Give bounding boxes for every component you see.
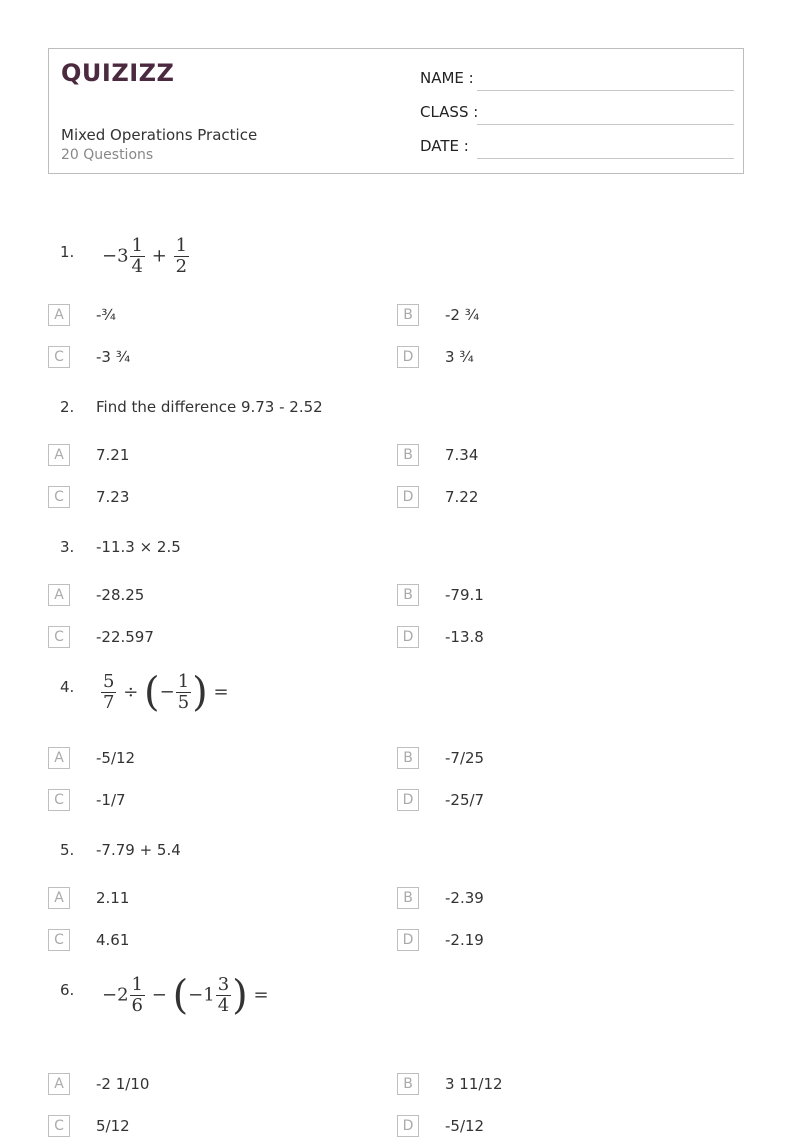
question-6-math bbox=[102, 972, 269, 1019]
equals-sign: = bbox=[213, 681, 229, 703]
fraction: $\frac{1}{2}$ bbox=[175, 235, 188, 277]
worksheet-title: Mixed Operations Practice bbox=[61, 126, 258, 144]
option-a-text[interactable]: -¾ bbox=[96, 306, 116, 324]
option-a-box[interactable]: A bbox=[48, 304, 70, 326]
option-a-text[interactable]: 7.21 bbox=[96, 446, 130, 464]
option-d-box[interactable]: D bbox=[397, 626, 419, 648]
option-a-box[interactable]: A bbox=[48, 444, 70, 466]
fraction: $\frac{1}{5}$ bbox=[177, 671, 190, 713]
class-label: CLASS : bbox=[420, 103, 479, 121]
quizizz-logo: QUIZIZZ bbox=[61, 59, 175, 87]
option-b-box[interactable]: B bbox=[397, 584, 419, 606]
name-label: NAME : bbox=[420, 69, 474, 87]
option-c-box[interactable]: C bbox=[48, 346, 70, 368]
option-c-text[interactable]: 4.61 bbox=[96, 931, 130, 949]
option-c-box[interactable]: C bbox=[48, 1115, 70, 1137]
date-line[interactable] bbox=[477, 158, 734, 159]
operator: ÷ bbox=[123, 681, 139, 703]
option-c-box[interactable]: C bbox=[48, 789, 70, 811]
option-a-box[interactable]: A bbox=[48, 747, 70, 769]
question-1-math bbox=[102, 236, 190, 277]
fraction: $\frac{3}{4}$ bbox=[217, 974, 230, 1016]
option-d-box[interactable]: D bbox=[397, 346, 419, 368]
option-b-text[interactable]: -2 ¾ bbox=[445, 306, 480, 324]
operator: − bbox=[151, 984, 167, 1006]
option-b-text[interactable]: -2.39 bbox=[445, 889, 484, 907]
option-b-text[interactable]: 7.34 bbox=[445, 446, 479, 464]
option-a-box[interactable]: A bbox=[48, 584, 70, 606]
question-number: 4. bbox=[60, 678, 75, 696]
class-line[interactable] bbox=[477, 124, 734, 125]
question-5-text: -7.79 + 5.4 bbox=[96, 841, 181, 859]
whole-part: −1 bbox=[188, 984, 215, 1006]
negative-sign: − bbox=[159, 681, 175, 703]
class-field[interactable] bbox=[420, 103, 734, 127]
fraction: $\frac{5}{7}$ bbox=[103, 671, 115, 713]
fraction: $\frac{1}{6}$ bbox=[131, 974, 143, 1016]
name-field[interactable] bbox=[420, 69, 734, 93]
question-4-math bbox=[100, 669, 229, 716]
whole-part: −3 bbox=[102, 245, 129, 267]
option-b-text[interactable]: -79.1 bbox=[445, 586, 484, 604]
right-paren: ) bbox=[192, 669, 208, 716]
equals-sign: = bbox=[253, 984, 269, 1006]
question-2-text: Find the difference 9.73 - 2.52 bbox=[96, 398, 323, 416]
left-paren: ( bbox=[144, 669, 160, 716]
name-line[interactable] bbox=[477, 90, 734, 91]
option-b-box[interactable]: B bbox=[397, 304, 419, 326]
option-a-text[interactable]: 2.11 bbox=[96, 889, 130, 907]
option-c-box[interactable]: C bbox=[48, 626, 70, 648]
option-a-text[interactable]: -5/12 bbox=[96, 749, 136, 767]
question-number: 5. bbox=[60, 841, 75, 859]
right-paren: ) bbox=[232, 972, 248, 1019]
fraction: $\frac{1}{4}$ bbox=[131, 235, 143, 277]
option-d-text[interactable]: 7.22 bbox=[445, 488, 479, 506]
question-number: 6. bbox=[60, 981, 75, 999]
option-b-box[interactable]: B bbox=[397, 444, 419, 466]
option-a-text[interactable]: -2 1/10 bbox=[96, 1075, 150, 1093]
option-b-text[interactable]: 3 11/12 bbox=[445, 1075, 503, 1093]
option-b-box[interactable]: B bbox=[397, 1073, 419, 1095]
option-d-box[interactable]: D bbox=[397, 789, 419, 811]
option-c-text[interactable]: -1/7 bbox=[96, 791, 126, 809]
worksheet-header bbox=[48, 48, 744, 174]
option-c-text[interactable]: -3 ¾ bbox=[96, 348, 131, 366]
operator: + bbox=[151, 245, 167, 267]
option-d-box[interactable]: D bbox=[397, 929, 419, 951]
date-label: DATE : bbox=[420, 137, 469, 155]
option-b-box[interactable]: B bbox=[397, 887, 419, 909]
option-d-text[interactable]: 3 ¾ bbox=[445, 348, 474, 366]
question-number: 2. bbox=[60, 398, 75, 416]
option-d-box[interactable]: D bbox=[397, 1115, 419, 1137]
option-d-text[interactable]: -13.8 bbox=[445, 628, 484, 646]
question-3-text: -11.3 × 2.5 bbox=[96, 538, 181, 556]
option-c-text[interactable]: -22.597 bbox=[96, 628, 154, 646]
question-number: 1. bbox=[60, 243, 75, 261]
option-c-text[interactable]: 5/12 bbox=[96, 1117, 130, 1135]
option-b-text[interactable]: -7/25 bbox=[445, 749, 485, 767]
left-paren: ( bbox=[172, 972, 189, 1019]
option-d-text[interactable]: -5/12 bbox=[445, 1117, 485, 1135]
option-d-text[interactable]: -25/7 bbox=[445, 791, 485, 809]
option-b-box[interactable]: B bbox=[397, 747, 419, 769]
question-number: 3. bbox=[60, 538, 75, 556]
option-d-box[interactable]: D bbox=[397, 486, 419, 508]
question-count: 20 Questions bbox=[61, 147, 154, 163]
option-a-box[interactable]: A bbox=[48, 887, 70, 909]
option-c-box[interactable]: C bbox=[48, 929, 70, 951]
whole-part: −2 bbox=[102, 984, 129, 1006]
option-c-text[interactable]: 7.23 bbox=[96, 488, 130, 506]
option-a-box[interactable]: A bbox=[48, 1073, 70, 1095]
date-field[interactable] bbox=[420, 137, 734, 161]
option-d-text[interactable]: -2.19 bbox=[445, 931, 484, 949]
option-a-text[interactable]: -28.25 bbox=[96, 586, 145, 604]
option-c-box[interactable]: C bbox=[48, 486, 70, 508]
